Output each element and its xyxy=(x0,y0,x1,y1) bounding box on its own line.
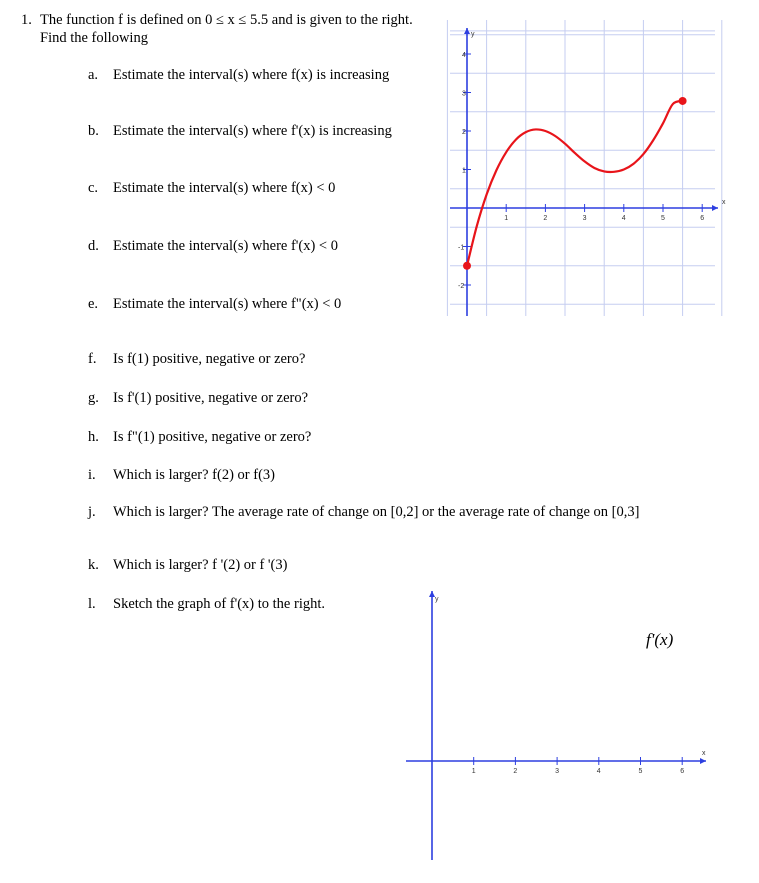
y-tick-label: 2 xyxy=(462,129,466,136)
f-curve xyxy=(467,101,683,266)
question-text: Estimate the interval(s) where f'(x) < 0 xyxy=(113,238,338,254)
question-text: Is f'(1) positive, negative or zero? xyxy=(113,390,309,406)
question-text: Which is larger? f '(2) or f '(3) xyxy=(113,557,288,573)
x-tick-label: 6 xyxy=(700,215,705,222)
x-axis-arrow xyxy=(700,758,706,764)
question-letter: f. xyxy=(88,351,97,367)
question-text: Which is larger? The average rate of change on [0,2] or the average rate of change on [0,3] xyxy=(113,504,640,520)
x-tick-label: 2 xyxy=(513,768,518,775)
grid xyxy=(447,20,721,316)
question-text: Which is larger? f(2) or f(3) xyxy=(113,467,275,483)
x-tick-label: 5 xyxy=(638,768,643,775)
endpoint-dot xyxy=(679,97,687,105)
y-tick-label: -2 xyxy=(458,283,465,290)
y-axis-label: y xyxy=(435,596,439,603)
question-text: Is f"(1) positive, negative or zero? xyxy=(113,429,312,445)
y-tick-label: 4 xyxy=(462,52,466,59)
x-axis-label: x xyxy=(702,750,706,757)
fprime-label: f'(x) xyxy=(646,630,674,649)
question-letter: j. xyxy=(88,504,96,520)
y-tick-label: 1 xyxy=(462,167,466,175)
x-axis-arrow xyxy=(712,205,718,211)
question-text: Estimate the interval(s) where f'(x) is increasing xyxy=(113,123,392,139)
endpoint-dot xyxy=(463,262,471,270)
f-graph xyxy=(450,20,726,320)
fprime-sketch-axes[interactable] xyxy=(400,585,720,875)
x-tick-label: 4 xyxy=(621,215,626,222)
question-text: Estimate the interval(s) where f(x) < 0 xyxy=(113,180,336,196)
question-letter: k. xyxy=(88,557,99,573)
y-axis-label: y xyxy=(471,31,475,38)
x-tick-label: 6 xyxy=(680,768,685,775)
question-text: Estimate the interval(s) where f"(x) < 0 xyxy=(113,296,342,312)
question-letter: c. xyxy=(88,180,99,196)
question-letter: i. xyxy=(88,467,96,483)
question-letter: e. xyxy=(88,296,99,312)
problem-number: 1. xyxy=(21,12,32,28)
problem-intro-line1: The function f is defined on 0 ≤ x ≤ 5.5 and is given to the right. xyxy=(40,12,413,28)
x-tick-label: 1 xyxy=(504,215,509,222)
question-letter: h. xyxy=(88,429,99,445)
y-tick-label: 3 xyxy=(462,90,466,98)
question-letter: d. xyxy=(88,238,99,254)
question-letter: g. xyxy=(88,390,99,406)
question-letter: l. xyxy=(88,596,96,612)
x-tick-label: 2 xyxy=(543,215,548,222)
x-tick-label: 1 xyxy=(471,768,476,775)
x-tick-label: 3 xyxy=(582,215,587,222)
question-letter: a. xyxy=(88,67,99,83)
x-axis-label: x xyxy=(722,199,726,206)
question-text: Sketch the graph of f'(x) to the right. xyxy=(113,596,325,612)
question-letter: b. xyxy=(88,123,99,139)
y-tick-label: -1 xyxy=(458,244,465,252)
question-text: Estimate the interval(s) where f(x) is increasing xyxy=(113,67,390,83)
x-tick-label: 5 xyxy=(661,215,665,222)
x-tick-label: 4 xyxy=(596,768,601,775)
x-tick-label: 3 xyxy=(555,768,560,775)
problem-intro-line2: Find the following xyxy=(40,30,148,46)
question-text: Is f(1) positive, negative or zero? xyxy=(113,351,306,367)
